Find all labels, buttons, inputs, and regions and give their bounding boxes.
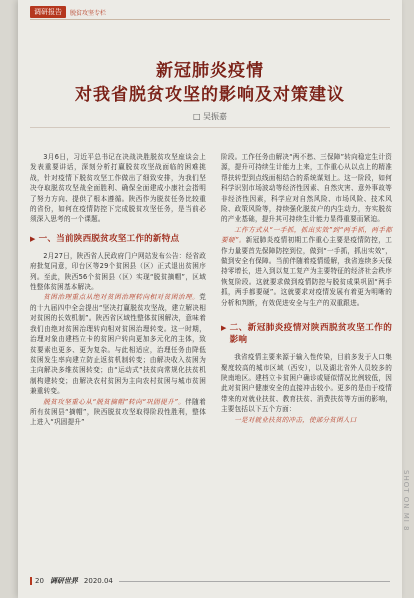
column-ribbon [30,6,106,18]
triangle-icon: ▶ [221,324,227,333]
author-byline: □ 吴振嘉 [192,112,228,121]
paragraph [221,225,392,308]
paragraph [30,292,206,396]
page-footer [30,576,390,586]
column-subtitle: 脱贫攻坚专栏 [70,9,107,17]
triangle-icon: ▶ [30,234,36,243]
paragraph: 2月27日，陕西省人民政府门户网站发布公告：经省政府批复同意，印台区等29个贫困县（区）正式退出贫困序列。至此，陕西56个贫困县（区）实现“脱贫摘帽”，区域性整体贫困基本解决。 [30,251,206,292]
section-heading-text: 一、当前陕西脱贫攻坚工作的新特点 [38,233,180,244]
paragraph-text: 伴随着所有贫困县“摘帽”，陕西脱贫攻坚取得阶段性胜利，整体上进入“巩固提升” [30,397,206,427]
camera-watermark: SHOT ON MI 8 [402,470,410,532]
page-number: 20 [30,577,44,585]
article-title-line-1: 新冠肺炎疫情 [156,61,264,81]
paragraph: 3月6日，习近平总书记在决战决胜脱贫攻坚座谈会上发表重要讲话，深刻分析打赢脱贫攻坚战面临的困难挑战，针对疫情下脱贫攻坚工作做出了细致安排，为我们坚决夺取脱贫攻坚战全面胜利、确保全面建成小康社会指明了努力方向、提供了根本遵循。陕西作为脱贫任务比较重的省份，如何在疫情防控下完成脱贫攻坚任务，是当前必须深入思考的一个课题。 [30,153,206,224]
document-page [18,0,402,598]
issue-year: 2020.04 [83,577,113,585]
highlight-lead: 工作方式从“一手抓，抓出实效”到“两手抓，两手都要硬”。 [221,225,392,245]
paragraph: 阶段。工作任务由解决“两不愁、三保障”转向稳定生计资源，提升可持续生计能力上来，工作重心从以点上的精准帮扶转型到点线面相结合的系统谋划上。这一阶段，如何科学识别市场波动等经济性因素、自然灾害、意外事故等非经济性因素，科学应对自然风险、市场风险、技术风险、政策风险等，持续强化脱贫户的内生动力，夯实脱贫的产业基础，提升其可持续生计能力显得重要而紧迫。 [221,153,392,224]
header-rule [30,19,390,20]
footer-rule [119,581,390,582]
column-tag: 调研报告 [30,6,66,18]
paragraph-text: 党的十九届四中全会提出“坚决打赢脱贫攻坚战，建立解决相对贫困的长效机制”。陕西省区域性整体贫困解决，意味着我们由绝对贫困治理转向相对贫困治理转变。这一时期，治理对象由建档立卡的贫困户转向更加多元化的主体，致贫要素也更多、更为复杂。与此相适应，治理任务由降低贫困发生率向建立防止返贫机制转变；由解决收入贫困为主向解决多维贫困转变；由“运动式”扶贫向常规化扶贫机制构建转变；由解决农村贫困为主向农村贫困与城市贫困兼重转变。 [30,293,206,396]
paragraph-text: 新冠肺炎疫情初期工作重心主要是疫情防控，工作力量要首先保障防控到位，做到“一手抓，抓出实效”，做到安全有保障。当前伴随着疫情缓解，我省连续多天保持零增长，进入到以复工复产为主要特征的经济社会秩序恢复阶段。这就要求做到疫情防控与脱贫成果巩固“两手抓，两手都要硬”。这就要求对疫情发展有着更为明晰的分析和判断，有效促进安全与生产的双重跟进。 [221,236,392,307]
highlight-lead: 脱贫攻坚重心从“脱贫摘帽”转向“巩固提升”。 [43,397,186,406]
right-column [221,152,392,425]
paragraph: 我省疫情主要来源于输入性传染，目前多发于人口集聚度较高的城市区域（西安），以及湖北省外人员较多的陕南地区。建档立卡贫困户确诊或疑似情况比例较低，因此对贫困户健康安全的直接冲击较小。更多的是由于疫情带来的对就业扶贫、教育扶贫、消费扶贫等方面的影响，主要包括以下五个方面： [221,353,392,414]
journal-name: 调研世界 [49,577,78,585]
title-divider [30,127,390,128]
section-heading-2 [221,322,392,346]
section-heading-1 [30,233,206,245]
highlight-lead: 一是对就业扶贫的冲击，使部分贫困人口 [234,415,357,424]
paragraph [221,415,392,425]
highlight-lead: 贫困治理重点从绝对贫困治理转向相对贫困治理。 [43,293,200,302]
section-heading-text: 二、新冠肺炎疫情对陕西脱贫攻坚工作的影响 [229,323,392,346]
article-title-line-2: 对我省脱贫攻坚的影响及对策建议 [75,85,345,105]
paragraph [30,397,206,428]
left-column [30,152,206,428]
